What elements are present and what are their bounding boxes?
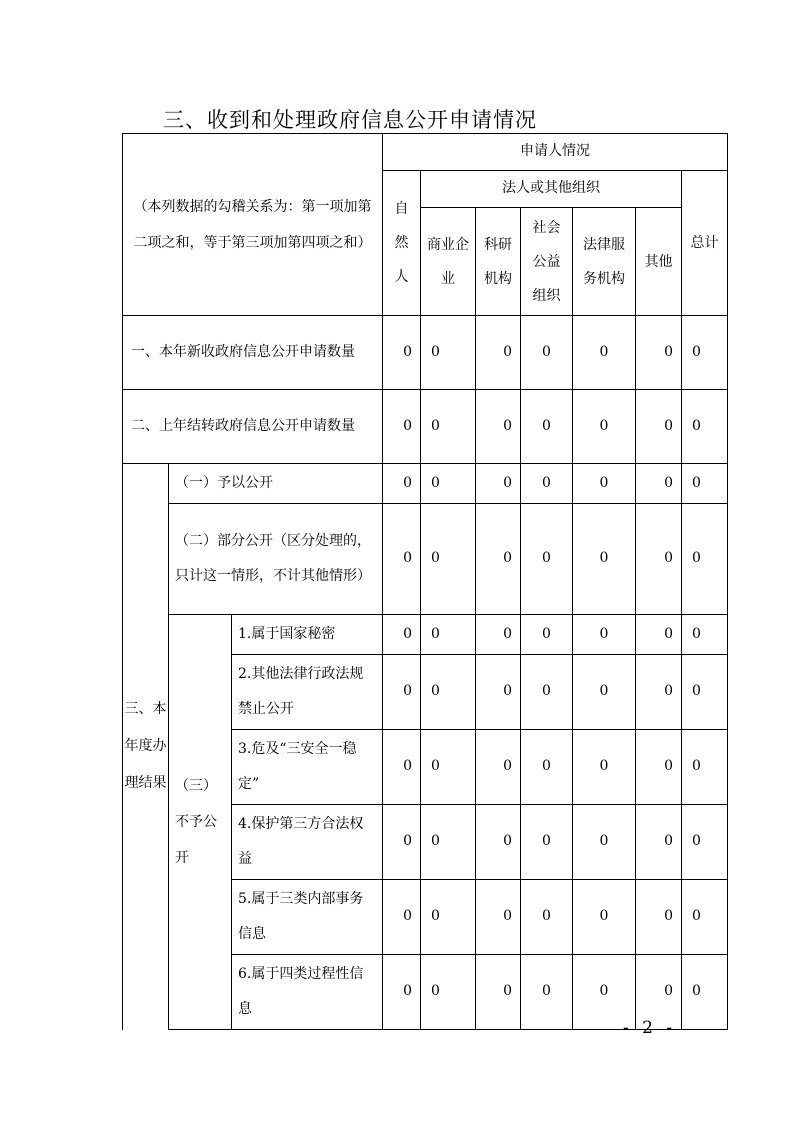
cell-value: 0 [521, 316, 573, 390]
cell-value: 0 [573, 805, 636, 880]
cell-value: 0 [636, 880, 682, 955]
cell-value: 0 [421, 615, 476, 655]
section-title: 三、收到和处理政府信息公开申请情况 [163, 108, 537, 132]
cell-value: 0 [383, 655, 421, 730]
cell-value: 0 [521, 464, 573, 504]
cell-value: 0 [476, 730, 521, 805]
cell-value: 0 [636, 655, 682, 730]
cell-value: 0 [383, 464, 421, 504]
cell-value: 0 [421, 730, 476, 805]
col-natural-person: 自然人 [383, 171, 421, 316]
cell-value: 0 [682, 730, 728, 805]
cell-value: 0 [421, 390, 476, 464]
col-research: 科研机构 [476, 208, 521, 316]
row-label: 3.危及“三安全一稳定” [232, 730, 383, 805]
cell-value: 0 [636, 615, 682, 655]
cell-value: 0 [421, 316, 476, 390]
cell-value: 0 [521, 655, 573, 730]
cell-value: 0 [383, 390, 421, 464]
cell-value: 0 [421, 955, 476, 1030]
cell-value: 0 [521, 955, 573, 1030]
cell-value: 0 [636, 464, 682, 504]
legal-group-header: 法人或其他组织 [421, 171, 682, 208]
cell-value: 0 [521, 730, 573, 805]
cell-value: 0 [573, 464, 636, 504]
row-label: 2.其他法律行政法规禁止公开 [232, 655, 383, 730]
cell-value: 0 [573, 730, 636, 805]
cell-value: 0 [573, 880, 636, 955]
cell-value: 0 [682, 504, 728, 615]
row-label: 1.属于国家秘密 [232, 615, 383, 655]
table-row [123, 390, 728, 464]
cell-value: 0 [476, 805, 521, 880]
table-row [123, 615, 728, 655]
cell-value: 0 [573, 955, 636, 1030]
section3-group-label: 三、本年度办理结果 [123, 464, 169, 1030]
cell-value: 0 [476, 464, 521, 504]
cell-value: 0 [421, 464, 476, 504]
cell-value: 0 [476, 655, 521, 730]
buyu-group-label: （三）不予公开 [169, 615, 232, 1030]
cell-value: 0 [682, 464, 728, 504]
cell-value: 0 [383, 316, 421, 390]
row-label: 4.保护第三方合法权益 [232, 805, 383, 880]
cell-value: 0 [521, 805, 573, 880]
cell-value: 0 [476, 615, 521, 655]
col-other: 其他 [636, 208, 682, 316]
cell-value: 0 [636, 316, 682, 390]
table-row [123, 464, 728, 504]
cell-value: 0 [682, 655, 728, 730]
cell-value: 0 [383, 805, 421, 880]
cell-value: 0 [421, 504, 476, 615]
cell-value: 0 [476, 316, 521, 390]
cell-value: 0 [573, 655, 636, 730]
row-label: （一）予以公开 [169, 464, 383, 504]
cell-value: 0 [476, 880, 521, 955]
cell-value: 0 [636, 504, 682, 615]
cell-value: 0 [521, 615, 573, 655]
cell-value: 0 [636, 390, 682, 464]
applicant-group-header: 申请人情况 [383, 134, 728, 171]
application-stats-table [122, 133, 728, 1030]
cell-value: 0 [573, 615, 636, 655]
cell-value: 0 [682, 955, 728, 1030]
table-row [123, 316, 728, 390]
cell-value: 0 [682, 615, 728, 655]
cell-value: 0 [636, 805, 682, 880]
cell-value: 0 [383, 504, 421, 615]
col-social: 社会公益组织 [521, 208, 573, 316]
row-label: 6.属于四类过程性信息 [232, 955, 383, 1030]
cell-value: 0 [476, 390, 521, 464]
page-number: - 2 - [623, 1018, 677, 1038]
cell-value: 0 [383, 955, 421, 1030]
cell-value: 0 [521, 390, 573, 464]
row-label: 二、上年结转政府信息公开申请数量 [123, 390, 383, 464]
cell-value: 0 [573, 390, 636, 464]
cell-value: 0 [636, 730, 682, 805]
cell-value: 0 [421, 655, 476, 730]
col-legal-service: 法律服务机构 [573, 208, 636, 316]
cell-value: 0 [383, 730, 421, 805]
cell-value: 0 [682, 805, 728, 880]
table-row [123, 504, 728, 615]
row-label: 一、本年新收政府信息公开申请数量 [123, 316, 383, 390]
col-business: 商业企业 [421, 208, 476, 316]
cell-value: 0 [521, 880, 573, 955]
row-label: （二）部分公开（区分处理的，只计这一情形，不计其他情形） [169, 504, 383, 615]
cell-value: 0 [383, 615, 421, 655]
cell-value: 0 [682, 316, 728, 390]
cell-value: 0 [573, 504, 636, 615]
col-total: 总计 [682, 171, 728, 316]
cell-value: 0 [636, 955, 682, 1030]
row-label: 5.属于三类内部事务信息 [232, 880, 383, 955]
cell-value: 0 [476, 955, 521, 1030]
cell-value: 0 [421, 805, 476, 880]
cell-value: 0 [682, 390, 728, 464]
cell-value: 0 [682, 880, 728, 955]
cell-value: 0 [383, 880, 421, 955]
header-description: （本列数据的勾稽关系为：第一项加第二项之和，等于第三项加第四项之和） [123, 134, 383, 316]
cell-value: 0 [476, 504, 521, 615]
cell-value: 0 [573, 316, 636, 390]
cell-value: 0 [421, 880, 476, 955]
cell-value: 0 [521, 504, 573, 615]
